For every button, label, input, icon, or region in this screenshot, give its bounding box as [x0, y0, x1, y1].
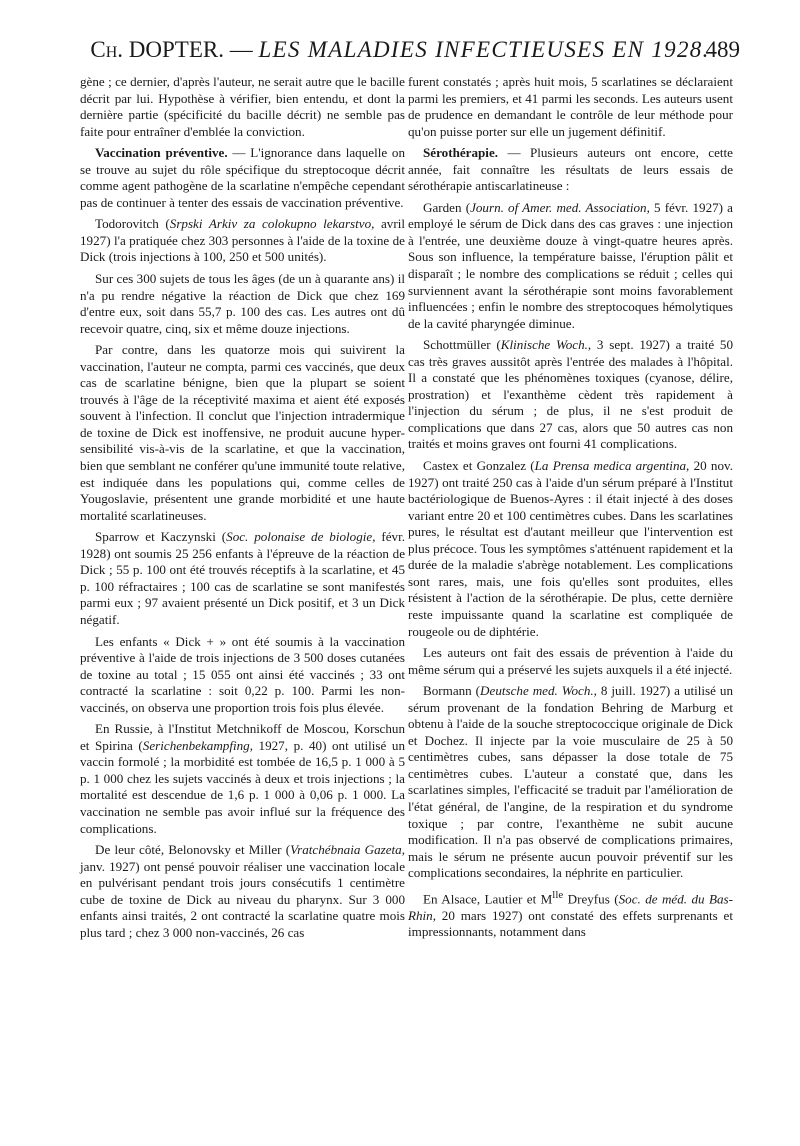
- paragraph-text: Les auteurs ont fait des essais de prévention à l'aide du même sérum qui a préservé les sujets auxquels il a été injecté.: [408, 645, 733, 677]
- paragraph-text: Par contre, dans les quatorze mois qui suivirent la vaccination, l'auteur ne compta, parmi ces vaccinés, que deux cas de scarlatine bénigne, bien que la plupart se soient trouvés à l'âge de la réceptivité maxima et aient été exposés souvent à l'infection. Il conclut que l'injection intradermique de toxine de Dick est inoffensive, ne produit aucune hyper-sensibilité vis-à-vis de la scarlatine, et que la vaccination, bien que semblant ne conférer qu'une immunité toute relative, est indiquée dans les populations qui, comme celles de Yougoslavie, présentent une grande morbidité et une haute mortalité scarlatineuses.: [80, 342, 405, 523]
- paragraph-text: Sur ces 300 sujets de tous les âges (de un à quarante ans) il n'a pu rendre négative la réaction de Dick que chez 169 d'entre eux, soit dans 55,7 p. 100 des cas. Les autres ont dû recevoir quatre, cinq, six et même douze injections.: [80, 271, 405, 336]
- author-name: Castex et Gonzalez: [423, 458, 527, 474]
- paragraph-text: Les enfants « Dick + » ont été soumis à la vaccination préventive à l'aide de trois injections de 3 500 doses cutanées de toxine au total ; 15 055 ont ainsi été vaccinés ; 33 ont contracté la scarlatine : soit 0,22 p. 100. Parmi les non-vaccinés, on observa une proportion trois fois plus élevée.: [80, 633, 405, 715]
- header-dash: —: [223, 37, 259, 62]
- paragraph: [80, 342, 405, 524]
- citation-source: Vratchébnaia Gazeta,: [290, 842, 405, 858]
- citation-source: Soc. de méd. du Bas-Rhin,: [408, 891, 733, 923]
- author-name: Todorovitch: [95, 216, 159, 232]
- paragraph: En Alsace, Lautier et $M^{lle}$ Dreyfus (Soc. de méd. du Bas-Rhin, 20 mars 1927) ont constaté des effets surprenants et impressionnants, notamment dans: [408, 888, 733, 940]
- paragraph: Castex et Gonzalez (La Prensa medica argentina, 20 nov. 1927) ont traité 250 cas à l'aide d'un sérum préparé à l'Institut bactériologique de Buenos-Ayres : il était injecté à des doses variant entre 20 et 100 centimètres cubes. Dans les scarlatines pures, le résultat est d'autant meilleur que l'intervention est plus précoce. Tous les symptômes s'atténuent rapidement et la durée de la maladie s'abrège notablement. Les complications sont rares, mais, une fois qu'elles sont produites, elles résistent à l'action de la sérothérapie. De plus, cette dernière reste impuissante quand la scarlatine est compliquée de rougeole ou de diphtérie.: [408, 458, 733, 639]
- paragraph-text: 8 juill. 1927) a utilisé un sérum provenant de la fondation Behring de Marburg et obtenu à l'aide de la souche streptococcique originale de Dick et Dochez. Il injecte par la voie musculaire de 25 à 50 centimètres cubes, sans dépasser la dose totale de 75 centimètres cubes. L'auteur a constaté que, dans les scarlatines simples, l'efficacité se traduit par l'amélioration de l'état général, de l'angine, de la respiration et du syndrome toxique ; par contre, l'exanthème ne subit aucune modification. Il n'a pas observé de complications primaires, mais le sérum ne présente aucun pouvoir préventif sur les complications secondaires, la néphrite en particulier.: [408, 683, 733, 881]
- citation-source: Deutsche med. Woch.,: [480, 683, 597, 699]
- right-column: [408, 74, 733, 946]
- paragraph: [80, 145, 405, 211]
- paragraph-text: févr. 1928) ont soumis 25 256 enfants à l'épreuve de la réaction de Dick ; 55 p. 100 ont été trouvés réceptifs à la scarlatine, et 45 p. 100 réfractaires ; 100 cas de scarlatine se sont manifestés parmi eux ; 97 avaient présenté un Dick positif, et 3 un Dick négatif.: [80, 529, 405, 627]
- paragraph: [408, 645, 733, 678]
- paragraph: Garden (Journ. of Amer. med. Association, 5 févr. 1927) a employé le sérum de Dick dans des cas graves : une injection à l'entrée, une deuxième douze à vingt-quatre heures après. Sous son influence, la température baisse, l'éruption pâlit et disparaît ; le nombre des complications se réduit ; celles qui surviennent avant la sérothérapie sont moins favorablement influencées ; enfin le nombre des streptocoques hémolytiques de la cavité pharyngée diminue.: [408, 199, 733, 331]
- paragraph-text: 5 févr. 1927) a employé le sérum de Dick dans des cas graves : une injection à l'entrée, une deuxième douze à vingt-quatre heures après. Sous son influence, la température baisse, l'éruption pâlit et disparaît ; le nombre des complications se réduit ; celles qui surviennent avant la sérothérapie sont moins favorablement influencées ; enfin le nombre des streptocoques hémolytiques de la cavité pharyngée diminue.: [408, 199, 733, 331]
- paragraph-text: Dreyfus: [563, 891, 610, 907]
- paragraph-text: 3 sept. 1927) a traité 50 cas très graves aussitôt après l'entrée des malades à l'hôpital. Il a constaté que les phénomènes toxiques (cyanose, délire, prostration) et l'exanthème cèdent très rapidement à l'injection du sérum ; de plus, il ne s'est produit de complications que dans 27 cas, alors que 50 autres cas non traités et moins graves ont fourni 41 complications.: [408, 337, 734, 452]
- paragraph: [80, 74, 405, 140]
- citation-source: Klinische Woch.,: [500, 337, 592, 353]
- section-heading: Vaccination préventive.: [95, 145, 228, 161]
- author-name: Bormann: [423, 683, 472, 699]
- paragraph: [80, 634, 405, 717]
- section-heading: Sérothérapie.: [423, 145, 499, 161]
- paragraph: [408, 145, 733, 195]
- paragraph: Todorovitch (Srpski Arkiv za colokupno lekarstvo, avril 1927) l'a pratiquée chez 303 personnes à l'aide de la toxine de Dick (trois injections à 100, 250 et 500 unités).: [80, 216, 405, 265]
- citation-source: Journ. of Amer. med. Association,: [470, 199, 650, 215]
- paragraph-text: gène ; ce dernier, d'après l'auteur, ne serait autre que le bacille décrit par lui. Hypothèse à vérifier, bien entendu, et dont la dernière partie (spécificité du bacille décrit) ne semble pas faite pour entraîner d'emblée la conviction.: [80, 74, 405, 139]
- citation-source: Srpski Arkiv za colokupno lekarstvo,: [169, 216, 375, 232]
- left-column: [80, 74, 405, 946]
- running-head: [60, 30, 740, 70]
- header-author: Ch. DOPTER.: [90, 37, 224, 62]
- paragraph: Bormann (Deutsche med. Woch., 8 juill. 1927) a utilisé un sérum provenant de la fondation Behring de Marburg et obtenu à l'aide de la souche streptococcique originale de Dick et Dochez. Il injecte par la voie musculaire de 25 à 50 centimètres cubes, sans dépasser la dose totale de 75 centimètres cubes. L'auteur a constaté que, dans les scarlatines simples, l'efficacité se traduit par l'amélioration de l'état général, de l'angine, de la respiration et du syndrome toxique ; par contre, l'exanthème ne subit aucune modification. Il n'a pas observé de complications primaires, mais le sérum ne présente aucun pouvoir préventif sur les complications secondaires, la néphrite en particulier.: [408, 683, 733, 881]
- paragraph-text: 20 mars 1927) ont constaté des effets surprenants et impressionnants, notamment dans: [408, 907, 733, 940]
- author-name: Schottmüller: [423, 337, 491, 353]
- superscript: lle: [552, 888, 564, 901]
- paragraph-text: De leur côté, Belonovsky et Miller: [95, 842, 282, 858]
- paragraph-text: — Plusieurs auteurs ont encore, cette année, fait connaître les résultats de leurs essais de sérothérapie antiscarlatineuse :: [408, 145, 733, 194]
- page-number: 489: [705, 37, 740, 62]
- author-name: Garden: [423, 199, 462, 215]
- citation-source: La Prensa medica argentina,: [534, 458, 690, 474]
- author-name: Sparrow et Kaczynski: [95, 529, 216, 545]
- paragraph-text: janv. 1927) ont pensé pouvoir réaliser une vaccination locale en pulvérisant pendant trois jours consécutifs 1 centimètre cube de toxine de Dick au niveau du pharynx. Sur 3 000 enfants ainsi traités, 2 ont contracté la scarlatine quatre mois plus tard ; chez 3 000 non-vaccinés, 26 cas: [80, 858, 405, 940]
- paragraph-text: En Russie, à l'Institut Metchnikoff de Moscou, Korschun et Spirina: [80, 721, 405, 753]
- paragraph-text: avril 1927) l'a pratiquée chez 303 personnes à l'aide de la toxine de Dick (trois injections à 100, 250 et 500 unités).: [80, 216, 405, 265]
- header-title: LES MALADIES INFECTIEUSES EN 1928.: [258, 37, 710, 62]
- paragraph: En Russie, à l'Institut Metchnikoff de Moscou, Korschun et Spirina (Serichenbekampfing, 1927, p. 40) ont utilisé un vaccin formolé ; la morbidité est tombée de 16,5 p. 1 000 à 5 p. 1 000 chez les sujets vaccinés à deux et trois injections ; la mortalité est descendue de 1,6 p. 1 000 à 0,06 p. 1 000. La vaccination ne semble pas avoir influé sur la fréquence des complications.: [80, 721, 405, 836]
- paragraph: Sparrow et Kaczynski (Soc. polonaise de biologie, févr. 1928) ont soumis 25 256 enfants à l'épreuve de la réaction de Dick ; 55 p. 100 ont été trouvés réceptifs à la scarlatine, et 45 p. 100 réfractaires ; 100 cas de scarlatine se sont manifestés parmi eux ; 97 avaient présenté un Dick positif, et 3 un Dick négatif.: [80, 529, 405, 627]
- paragraph-text: 1927, p. 40) ont utilisé un vaccin formolé ; la morbidité est tombée de 16,5 p. 1 000 à 5 p. 1 000 chez les sujets vaccinés à deux et trois injections ; la mortalité est descendue de 1,6 p. 1 000 à 0,06 p. 1 000. La vaccination ne semble pas avoir influé sur la fréquence des complications.: [80, 737, 405, 836]
- citation-source: Soc. polonaise de biologie,: [226, 529, 376, 545]
- paragraph-text: furent constatés ; après huit mois, 5 scarlatines se déclaraient parmi les premiers, et 41 parmi les seconds. Les auteurs usent de prudence en demandant le contrôle de leur méthode pour qu'on puisse porter sur elle un jugement définitif.: [408, 74, 733, 139]
- paragraph-text: — L'ignorance dans laquelle on se trouve au sujet du rôle spécifique du streptocoque décrit comme agent pathogène de la scarlatine n'empêche cependant pas de continuer à tenter des essais de vaccination préventive.: [80, 145, 406, 210]
- paragraph-text: 20 nov. 1927) ont traité 250 cas à l'aide d'un sérum préparé à l'Institut bactériologique de Buenos-Ayres : il était injecté à des doses variant entre 20 et 100 centimètres cubes. Dans les scarlatines pures, le résultat est d'autant meilleur que l'intervention est plus précoce. Tous les symptômes s'atténuent rapidement et la durée de la maladie s'abrège notablement. Les complications sont rares, mais, une fois qu'elles sont produites, elles résistent à l'action de la sérothérapie. De plus, cette dernière reste impuissante quand la scarlatine est compliquée de rougeole ou de diphtérie.: [408, 458, 733, 639]
- paragraph: Schottmüller (Klinische Woch., 3 sept. 1927) a traité 50 cas très graves aussitôt après l'entrée des malades à l'hôpital. Il a constaté que les phénomènes toxiques (cyanose, délire, prostration) et l'exanthème cèdent très rapidement à l'injection du sérum ; de plus, il ne s'est produit de complications que dans 27 cas, alors que 50 autres cas non traités et moins graves ont fourni 41 complications.: [408, 337, 734, 452]
- paragraph: De leur côté, Belonovsky et Miller (Vratchébnaia Gazeta, janv. 1927) ont pensé pouvoir réaliser une vaccination locale en pulvérisant pendant trois jours consécutifs 1 centimètre cube de toxine de Dick au niveau du pharynx. Sur 3 000 enfants ainsi traités, 2 ont contracté la scarlatine quatre mois plus tard ; chez 3 000 non-vaccinés, 26 cas: [80, 842, 405, 940]
- paragraph-text: En Alsace, Lautier et M: [423, 891, 553, 907]
- paragraph: [80, 271, 405, 337]
- paragraph: [408, 74, 733, 140]
- citation-source: Serichenbekampfing,: [142, 737, 253, 753]
